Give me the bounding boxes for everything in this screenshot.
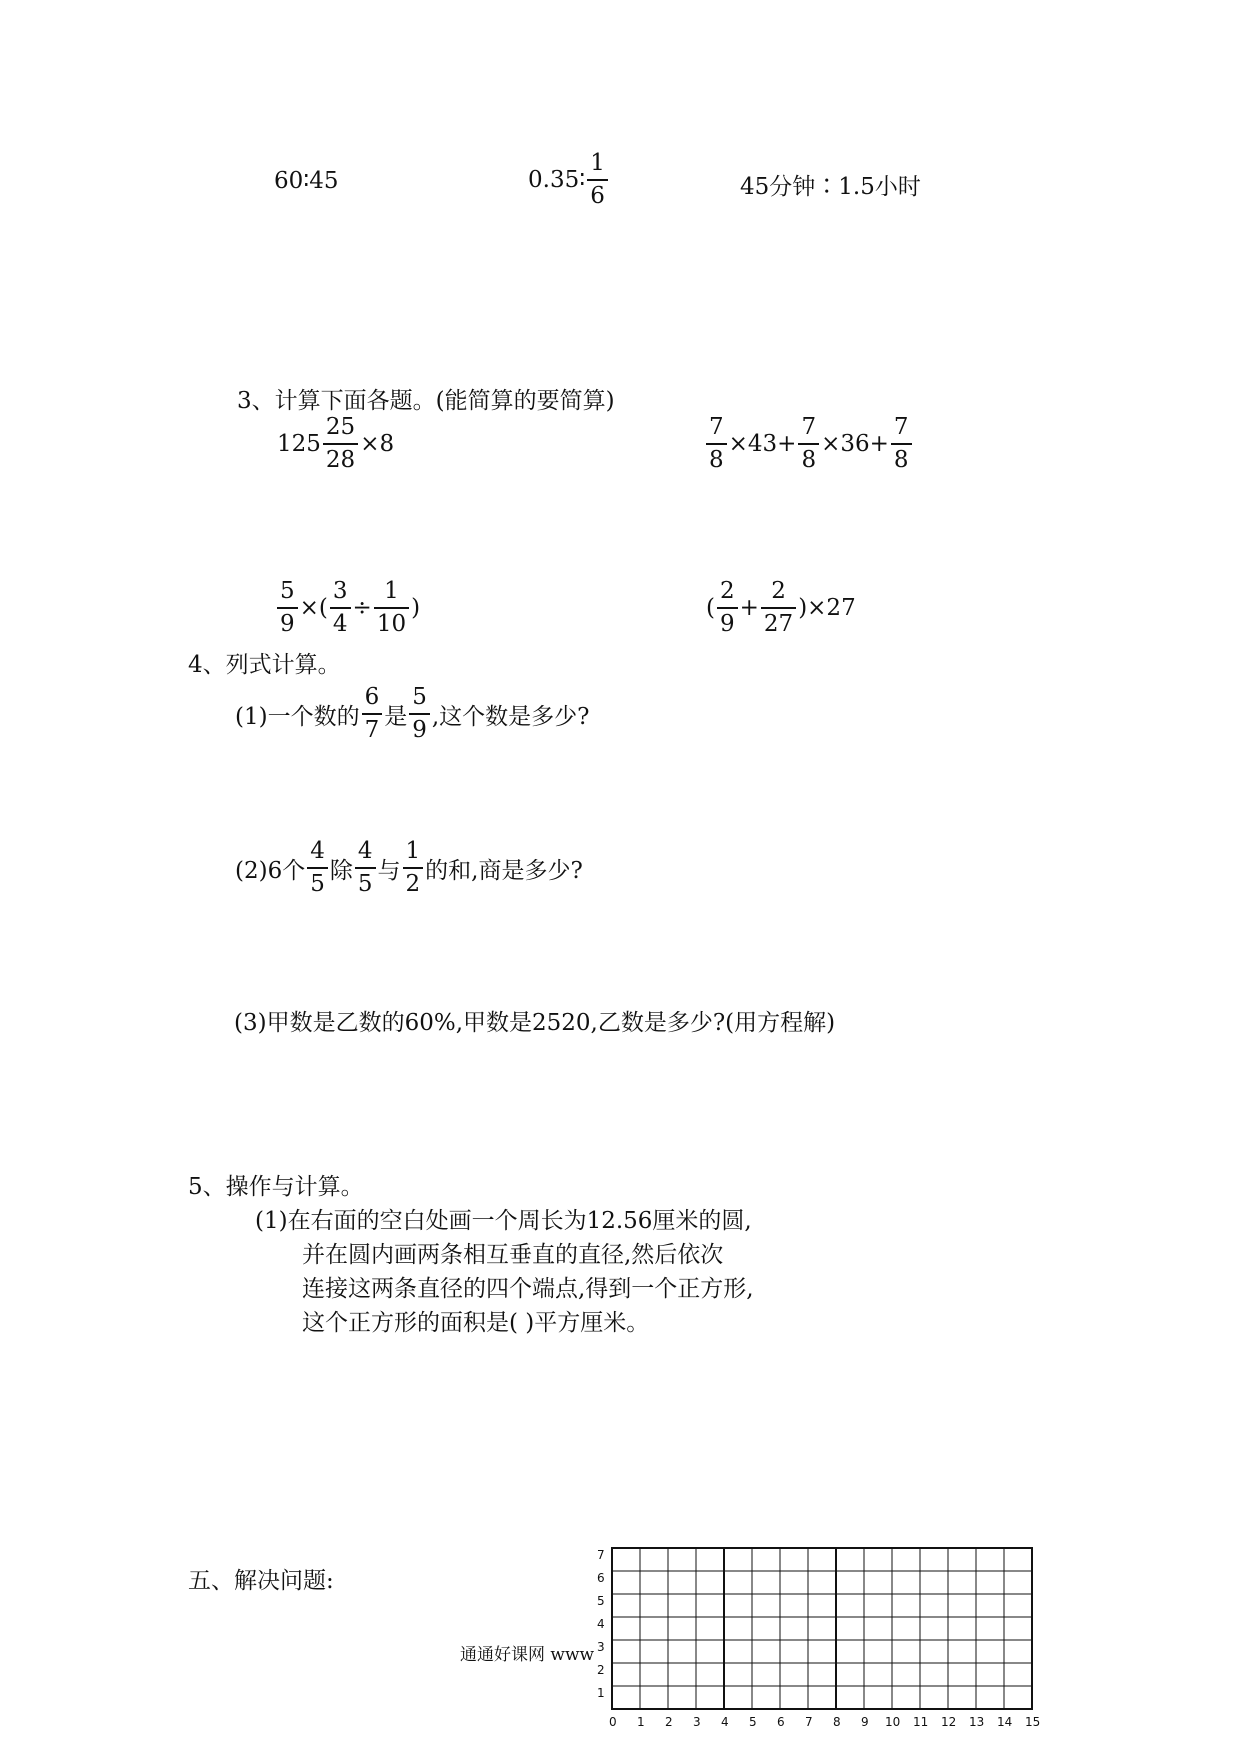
watermark: 通通好课网 www xyxy=(460,1645,595,1665)
ratio-2 xyxy=(527,152,609,208)
y-tick-label: 2 xyxy=(597,1663,605,1677)
y-tick-label: 1 xyxy=(597,1686,605,1700)
problem-3-1: 125 $\frac{25}{28}$ ×8 xyxy=(277,414,395,473)
question-4-1: (1)一个数的 $\frac{6}{7}$ 是 $\frac{5}{9}$ ,这个数是多少? xyxy=(235,684,590,743)
x-tick-label: 6 xyxy=(777,1715,785,1729)
instruction-line-4: 这个正方形的面积是( )平方厘米。 xyxy=(302,1310,650,1336)
ratio-2-left: 0.35∶ xyxy=(528,167,586,193)
x-tick-label: 4 xyxy=(721,1715,729,1729)
y-tick-label: 6 xyxy=(597,1571,605,1585)
instruction-line-3: 连接这两条直径的四个端点,得到一个正方形, xyxy=(302,1276,754,1302)
x-tick-label: 2 xyxy=(665,1715,673,1729)
section-five-heading: 五、解决问题: xyxy=(188,1568,334,1594)
y-tick-label: 5 xyxy=(597,1594,605,1608)
fraction: $\frac{5}{9}$ xyxy=(409,686,430,742)
fraction: $\frac{1}{2}$ xyxy=(403,840,424,896)
coordinate-grid xyxy=(600,1546,1050,1716)
fraction: $\frac{2}{27}$ xyxy=(761,580,796,636)
instruction-line-2: 并在圆内画两条相互垂直的直径,然后依次 xyxy=(302,1242,724,1268)
fraction: $\frac{3}{4}$ xyxy=(330,580,351,636)
ratio-3: 45分钟∶1.5小时 xyxy=(740,174,921,200)
x-tick-label: 7 xyxy=(805,1715,813,1729)
x-tick-label: 15 xyxy=(1025,1715,1041,1729)
fraction: $\frac{2}{9}$ xyxy=(717,580,738,636)
x-tick-label: 3 xyxy=(693,1715,701,1729)
x-tick-label: 14 xyxy=(997,1715,1013,1729)
x-tick-label: 8 xyxy=(833,1715,841,1729)
ratio-2-fraction: $\frac{1}{6}$ xyxy=(587,152,608,208)
question-4-3: (3)甲数是乙数的60%,甲数是2520,乙数是多少?(用方程解) xyxy=(234,1010,836,1036)
y-tick-label: 4 xyxy=(597,1617,605,1631)
x-tick-label: 9 xyxy=(861,1715,869,1729)
x-tick-label: 11 xyxy=(913,1715,929,1729)
section-5-heading: 5、操作与计算。 xyxy=(188,1174,364,1200)
fraction: $\frac{1}{10}$ xyxy=(374,580,409,636)
x-tick-label: 1 xyxy=(637,1715,645,1729)
fraction: $\frac{4}{5}$ xyxy=(307,840,328,896)
y-tick-label: 3 xyxy=(597,1640,605,1654)
fraction: $\frac{6}{7}$ xyxy=(362,686,383,742)
fraction: $\frac{5}{9}$ xyxy=(277,580,298,636)
fraction: $\frac{25}{28}$ xyxy=(323,416,358,472)
instruction-line-1: (1)在右面的空白处画一个周长为12.56厘米的圆, xyxy=(255,1208,752,1234)
x-tick-label: 0 xyxy=(609,1715,617,1729)
y-tick-label: 7 xyxy=(597,1548,605,1562)
x-tick-label: 13 xyxy=(969,1715,985,1729)
section-3-heading: 3、计算下面各题。(能简算的要简算) xyxy=(237,388,615,414)
problem-3-4: ( $\frac{2}{9}$ + $\frac{2}{27}$ )×27 xyxy=(706,578,856,637)
fraction: $\frac{4}{5}$ xyxy=(355,840,376,896)
problem-3-3: $\frac{5}{9}$ ×( $\frac{3}{4}$ ÷ $\frac{1}{10}$ ) xyxy=(276,580,421,636)
fraction: $\frac{7}{8}$ xyxy=(706,416,727,472)
x-tick-label: 12 xyxy=(941,1715,957,1729)
ratio-1: 60∶45 xyxy=(274,168,339,194)
x-tick-label: 10 xyxy=(885,1715,901,1729)
x-tick-label: 5 xyxy=(749,1715,757,1729)
section-4-heading: 4、列式计算。 xyxy=(188,652,341,678)
fraction: $\frac{7}{8}$ xyxy=(891,416,912,472)
question-4-2: (2)6个 $\frac{4}{5}$ 除 $\frac{4}{5}$ 与 $\frac{1}{2}$ 的和,商是多少? xyxy=(235,838,583,897)
problem-3-2: $\frac{7}{8}$ ×43+ $\frac{7}{8}$ ×36+ $\frac{7}{8}$ xyxy=(705,416,913,472)
fraction: $\frac{7}{8}$ xyxy=(798,416,819,472)
grid-border xyxy=(612,1548,1032,1709)
